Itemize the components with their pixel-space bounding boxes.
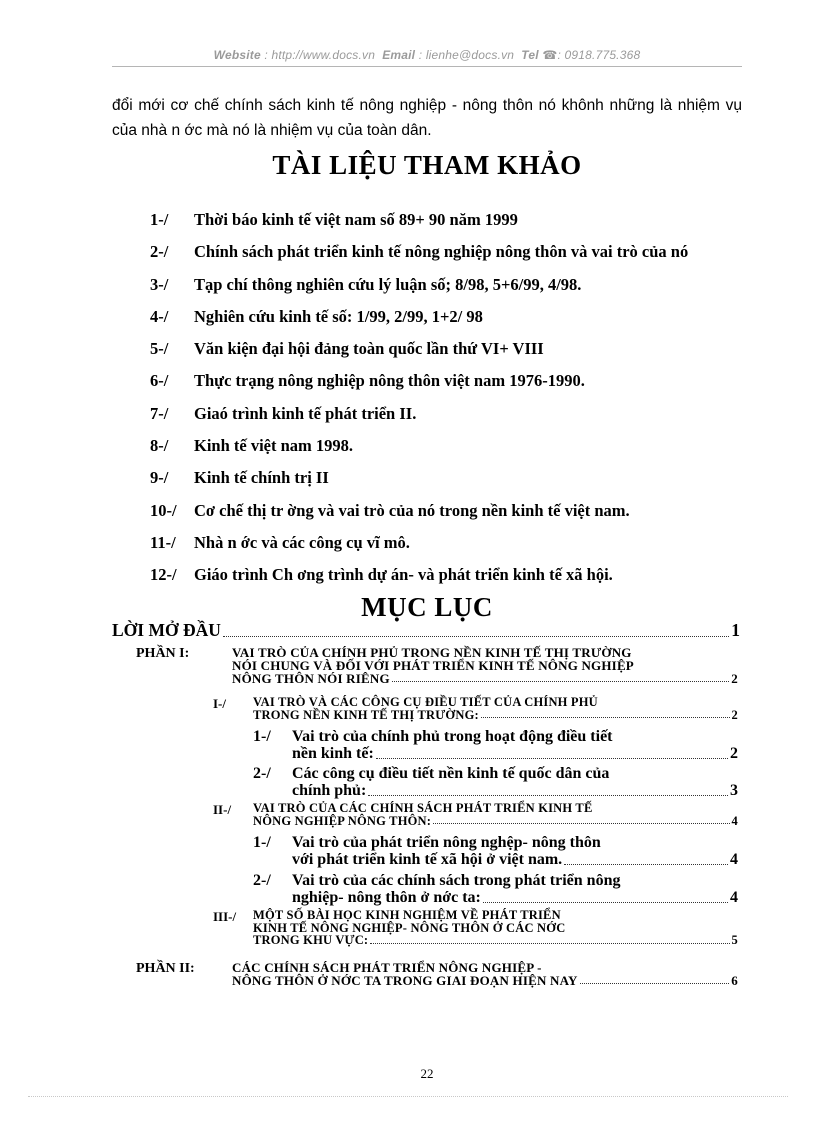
reference-text: Tạp chí thông nghiên cứu lý luận số; 8/98, 5+6/99, 4/98. xyxy=(194,274,582,294)
reference-number: 3-/ xyxy=(150,274,169,294)
reference-item xyxy=(150,404,750,436)
reference-text: Giaó trình kinh tế phát triển II. xyxy=(194,403,417,423)
reference-number: 7-/ xyxy=(150,403,169,423)
reference-number: 5-/ xyxy=(150,339,169,359)
subsection2-2-line-1: Vai trò của các chính sách trong phát triển nông xyxy=(292,872,621,889)
subsection1-2-page: 3 xyxy=(730,782,738,799)
reference-number: 10-/ xyxy=(150,500,177,520)
website-value: : http://www.docs.vn xyxy=(264,48,376,62)
subsection1-1-line-1: Vai trò của chính phủ trong hoạt động điều tiết xyxy=(292,728,613,745)
website-label: Website xyxy=(213,48,261,62)
reference-item xyxy=(150,307,750,339)
part2-page: 6 xyxy=(731,973,738,988)
part1-label: PHẦN I: xyxy=(136,646,190,661)
subsection2-2-line-2: nghiệp- nông thôn ở nớc ta: xyxy=(292,889,481,906)
subsection2-1-line-1: Vai trò của phát triển nông nghệp- nông thôn xyxy=(292,834,601,851)
subsection2-2-page: 4 xyxy=(730,889,738,906)
subsection1-1-entry xyxy=(292,728,738,762)
part2-label: PHẦN II: xyxy=(136,961,195,976)
part2-line-2: NÔNG THÔN Ở NỚC TA TRONG GIAI ĐOẠN HIỆN NAY xyxy=(232,973,578,988)
reference-number: 2-/ xyxy=(150,242,169,262)
section2-entry xyxy=(253,802,738,827)
reference-number: 8-/ xyxy=(150,436,169,456)
section1-entry xyxy=(253,696,738,721)
reference-text: Thực trạng nông nghiệp nông thôn việt nam 1976-1990. xyxy=(194,371,585,391)
reference-number: 9-/ xyxy=(150,468,169,488)
toc-intro-page: 1 xyxy=(731,620,740,640)
references-list xyxy=(150,210,750,598)
section1-line-2: TRONG NỀN KINH TẾ THỊ TRƯỜNG: xyxy=(253,707,479,722)
subsection2-2-entry xyxy=(292,872,738,906)
reference-item xyxy=(150,501,750,533)
header-divider xyxy=(112,66,742,67)
section2-label: II-/ xyxy=(213,802,232,817)
reference-number: 12-/ xyxy=(150,565,177,585)
reference-item xyxy=(150,533,750,565)
part2-entry xyxy=(232,961,738,987)
section3-line-2: KINH TẾ NÔNG NGHIỆP- NÔNG THÔN Ở CÁC NỚC xyxy=(253,920,566,935)
section1-line-1: VAI TRÒ VÀ CÁC CÔNG CỤ ĐIỀU TIẾT CỦA CHÍNH PHỦ xyxy=(253,695,598,709)
part1-line-1: VAI TRÒ CỦA CHÍNH PHỦ TRONG NỀN KINH TẾ THỊ TRƯỜNG xyxy=(232,645,632,660)
reference-text: Văn kiện đại hội đảng toàn quốc lần thứ VI+ VIII xyxy=(194,339,544,359)
part1-line-2: NÓI CHUNG VÀ ĐỐI VỚI PHÁT TRIỂN KINH TẾ NÔNG NGHIỆP xyxy=(232,658,634,673)
reference-item xyxy=(150,242,750,274)
subsection1-1-page: 2 xyxy=(730,745,738,762)
subsection2-1-page: 4 xyxy=(730,851,738,868)
intro-paragraph: đổi mới cơ chế chính sách kinh tế nông nghiệp - nông thôn nó khônh những là nhiệm vụ của nhà n ớc mà nó là nhiệm vụ của toàn dân. xyxy=(112,97,742,139)
page-number: 22 xyxy=(420,1066,434,1081)
reference-item xyxy=(150,275,750,307)
leader-dots xyxy=(392,681,730,682)
leader-dots xyxy=(368,795,728,796)
reference-text: Thời báo kinh tế việt nam số 89+ 90 năm 1999 xyxy=(194,210,518,229)
footer-divider xyxy=(28,1096,788,1097)
subsection1-1-label: 1-/ xyxy=(253,728,271,745)
reference-number: 11-/ xyxy=(150,532,176,552)
tel-label: Tel xyxy=(521,48,539,62)
reference-item xyxy=(150,436,750,468)
section3-page: 5 xyxy=(731,933,738,947)
reference-number: 1-/ xyxy=(150,210,169,229)
reference-number: 4-/ xyxy=(150,306,169,326)
leader-dots xyxy=(223,636,729,637)
reference-text: Chính sách phát triển kinh tế nông nghiệp nông thôn và vai trò của nó xyxy=(194,242,689,262)
section3-line-1: MỘT SỐ BÀI HỌC KINH NGHIỆM VỀ PHÁT TRIỂN xyxy=(253,908,561,922)
section1-label: I-/ xyxy=(213,696,226,711)
reference-text: Cơ chế thị tr ờng và vai trò của nó trong nền kinh tế việt nam. xyxy=(194,500,630,520)
phone-icon: ☎ xyxy=(542,48,558,62)
subsection1-2-line-2: chính phủ: xyxy=(292,782,367,799)
email-label: Email xyxy=(382,48,416,62)
reference-item xyxy=(150,371,750,403)
reference-number: 6-/ xyxy=(150,371,169,391)
leader-dots xyxy=(370,943,729,944)
email-value: : lienhe@docs.vn xyxy=(418,48,515,62)
section1-page: 2 xyxy=(731,707,738,722)
subsection1-2-line-1: Các công cụ điều tiết nền kinh tế quốc dân của xyxy=(292,765,610,782)
subsection2-1-entry xyxy=(292,834,738,868)
leader-dots xyxy=(433,823,729,824)
section2-line-2: NÔNG NGHIỆP NÔNG THÔN: xyxy=(253,813,432,828)
reference-text: Nhà n ớc và các công cụ vĩ mô. xyxy=(194,532,410,552)
leader-dots xyxy=(564,864,728,865)
part1-line-3: NÔNG THÔN NÓI RIÊNG xyxy=(232,671,390,686)
reference-item xyxy=(150,339,750,371)
leader-dots xyxy=(376,758,728,759)
toc-intro-label: LỜI MỞ ĐẦU xyxy=(112,620,221,640)
subsection1-1-line-2: nền kinh tế: xyxy=(292,745,374,762)
reference-item xyxy=(150,210,750,242)
part1-entry xyxy=(232,646,738,685)
leader-dots xyxy=(481,717,730,718)
section3-line-3: TRONG KHU VỰC: xyxy=(253,933,369,947)
reference-item xyxy=(150,468,750,500)
subsection2-1-label: 1-/ xyxy=(253,834,271,851)
toc-title: MỤC LỤC xyxy=(361,592,493,622)
part1-page: 2 xyxy=(731,671,738,686)
leader-dots xyxy=(580,983,730,984)
references-title: TÀI LIỆU THAM KHẢO xyxy=(272,150,582,180)
tel-value: : 0918.775.368 xyxy=(557,48,641,62)
page-header xyxy=(112,48,742,62)
subsection1-2-label: 2-/ xyxy=(253,765,271,782)
reference-text: Kinh tế chính trị II xyxy=(194,468,329,488)
leader-dots xyxy=(483,902,728,903)
reference-text: Nghiên cứu kinh tế số: 1/99, 2/99, 1+2/ 98 xyxy=(194,306,483,326)
reference-text: Kinh tế việt nam 1998. xyxy=(194,436,354,456)
section3-label: III-/ xyxy=(213,909,237,924)
part2-line-1: CÁC CHÍNH SÁCH PHÁT TRIỂN NÔNG NGHIỆP - xyxy=(232,960,542,975)
reference-text: Giáo trình Ch ơng trình dự án- và phát triển kinh tế xã hội. xyxy=(194,565,613,585)
section2-page: 4 xyxy=(731,813,738,828)
toc-intro xyxy=(112,620,740,641)
section3-entry xyxy=(253,909,738,947)
subsection1-2-entry xyxy=(292,765,738,799)
section2-line-1: VAI TRÒ CỦA CÁC CHÍNH SÁCH PHÁT TRIỂN KINH TẾ xyxy=(253,801,593,815)
subsection2-1-line-2: với phát triển kinh tế xã hội ở việt nam. xyxy=(292,851,563,868)
subsection2-2-label: 2-/ xyxy=(253,872,271,889)
